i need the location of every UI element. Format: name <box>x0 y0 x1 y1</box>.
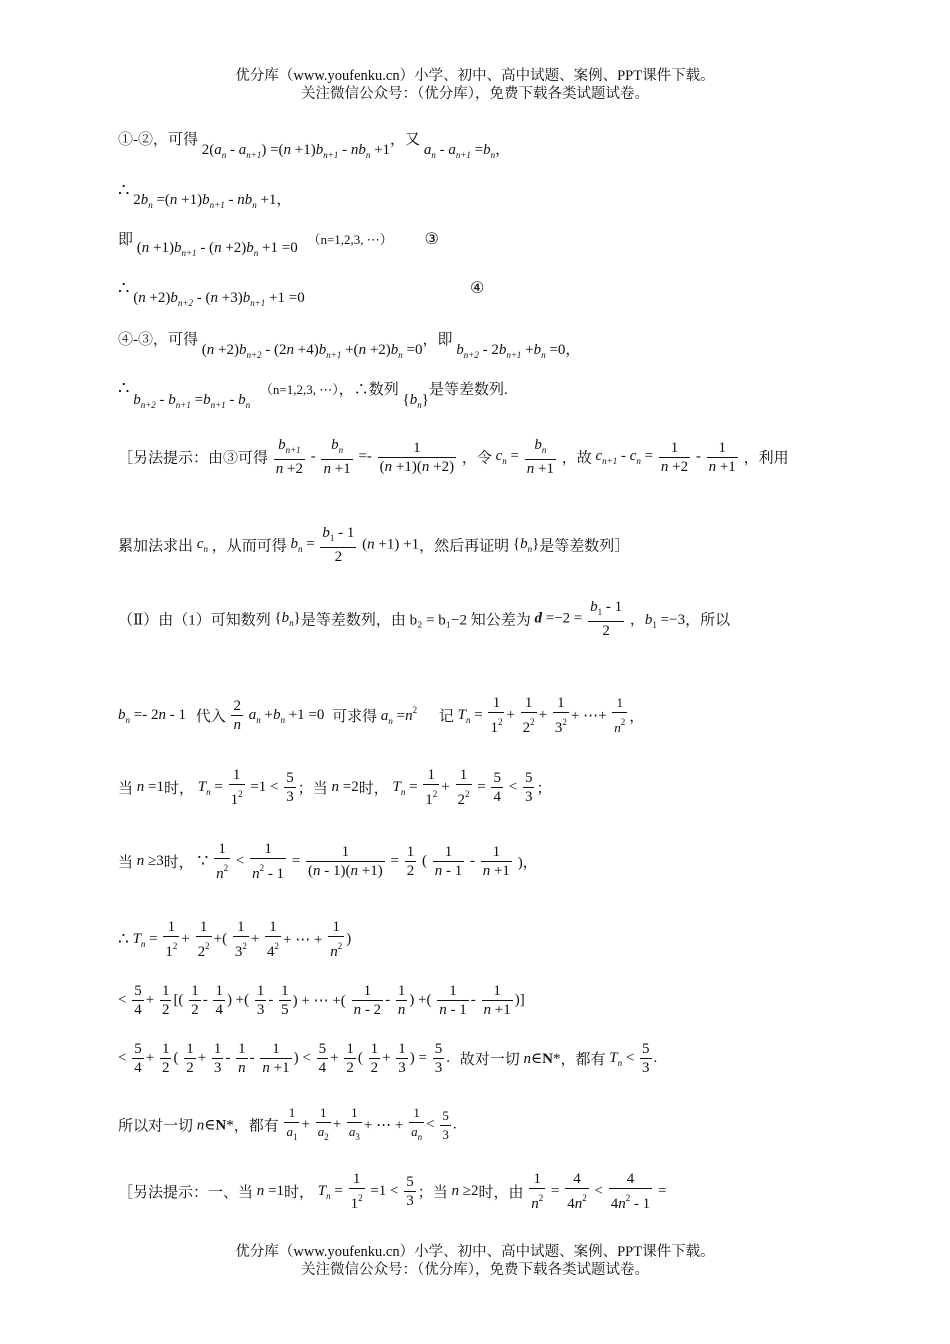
derivation-line-5: ④-③，可得 $(n +2)b_{n+2} - (2n +4)b_{n+1} +(n +2)b_n =0$，即 $b_{n+2} - 2b_{n+1} +b_n =0$， <box>118 332 581 360</box>
sum-line-2: < $\frac{5}{4}$ + $\frac{1}{2}$ [( $\frac{1}{2}$ - $\frac{1}{4}$ ) +( $\frac{1}{3}$ - $\frac{1}{5}$ ) + ⋯ +( $\frac{1}{n - 2}$ - $\frac{1}{n}$ ) +( $\frac{1}{n - 1}$ - $\frac{1}{n +1}$ )] <box>118 983 525 1018</box>
equation-4-line: ∴ $(n +2)b_{n+2} - (n +3)b_{n+1} +1 =0$ ④ <box>118 278 485 308</box>
case-n3-line: 当 n ≥3时， ∵ $\frac{1}{n^2}$ < $\frac{1}{n^2 - 1}$ = $\frac{1}{(n - 1)(n +1)}$ = $\frac{1}{2}$ ( $\frac{1}{n - 1}$ - $\frac{1}{n +1}$ )， <box>118 841 538 882</box>
derivation-line-2: ∴ $2b_n =(n +1)b_{n+1} - nb_n +1$， <box>118 180 292 210</box>
case-n1-n2-line: 当 n =1时， $T_n$ = $\frac{1}{1^2}$ =1 < $\frac{5}{3}$ ；当 n =2时， $T_n$ = $\frac{1}{1^2}$ + $\frac{1}{2^2}$ = $\frac{5}{4}$ < $\frac{5}{3}$ ； <box>118 767 552 808</box>
part-two-line-2: $b_n =- 2n - 1$ 代入 $\frac{2}{n}$ $a_n +b_n +1 =0$ 可求得 $a_n =n^2$ 记 $T_n$ = $\frac{1}{1^2}$ + $\frac{1}{2^2}$ + $\frac{1}{3^2}$ + ⋯+ $\frac{1}{n^2}$ ， <box>118 695 645 736</box>
conclusion-line: 所以对一切 n∈N*，都有 $\frac{1}{a_1}$ + $\frac{1}{a_2}$ + $\frac{1}{a_3}$ + ⋯ + $\frac{1}{a_n}$ < $\frac{5}{3}$ . <box>118 1105 457 1142</box>
derivation-line-1: ①-②，可得 $2(a_n - a_{n+1}) =(n +1)b_{n+1} - nb_n +1$，又 $a_n - a_{n+1} =b_n$， <box>118 132 511 160</box>
header-line-2: 关注微信公众号：（优分库），免费下载各类试题试卷。 <box>301 86 649 102</box>
alt-hint-line-1: ［另法提示：由③可得 $\frac{b_{n+1}}{n +2}$ - $\frac{b_n}{n +1}$ =- $\frac{1}{(n +1)(n +2)}$ ，令 $c_n$ = $\frac{b_n}{n +1}$ ，故 $c_{n+1} - c_n$ = $\frac{1}{n +2}$ - $\frac{1}{n +1}$ ，利用 <box>118 437 789 477</box>
derivation-line-6: ∴ $b_{n+2} - b_{n+1} =b_{n+1} - b_n$ （n=1,2,3, ⋯），∴数列 $\{b_n\}$是等差数列. <box>118 378 508 410</box>
equation-3-line: 即 $(n +1)b_{n+1} - (n +2)b_n +1 =0$ （n=1,2,3, ⋯） ③ <box>118 231 439 258</box>
alt-hint-line-3: ［另法提示：一、当 n =1时， $T_n$ = $\frac{1}{1^2}$ =1 < $\frac{5}{3}$ ；当 n ≥2时，由 $\frac{1}{n^2}$ = $\frac{4}{4n^2}$ < $\frac{4}{4n^2 - 1}$ = <box>118 1171 667 1212</box>
header-line-1: 优分库（www.youfenku.cn）小学、初中、高中试题、案例、PPT课件下载。 <box>235 68 715 84</box>
sum-line-3: < $\frac{5}{4}$ + $\frac{1}{2}$ ( $\frac{1}{2}$ + $\frac{1}{3}$ - $\frac{1}{n}$ - $\frac{1}{n +1}$ ) < $\frac{5}{4}$ + $\frac{1}{2}$ ( $\frac{1}{2}$ + $\frac{1}{3}$ ) = $\frac{5}{3}$ . 故对一切 n∈N*，都有 $T_n$ < $\frac{5}{3}$ . <box>118 1041 658 1076</box>
footer-line-1: 优分库（www.youfenku.cn）小学、初中、高中试题、案例、PPT课件下载。 <box>235 1244 715 1260</box>
alt-hint-line-2: 累加法求出 $c_n$ ，从而可得 $b_n$ = $\frac{b_1 - 1}{2}$ (n +1) +1，然后再证明 $\{b_n\}$是等差数列］ <box>118 525 630 565</box>
part-two-line-1: （Ⅱ）由（1）可知数列 $\{b_n\}$是等差数列，由 b₂ = b₁−2 知公差为 d =−2 = $\frac{b_1 - 1}{2}$ ，$b_1 =-3$，所以 <box>118 599 731 639</box>
footer-line-2: 关注微信公众号：（优分库），免费下载各类试题试卷。 <box>301 1262 649 1278</box>
sum-line-1: ∴ $T_n$ = $\frac{1}{1^2}$ + $\frac{1}{2^2}$ +( $\frac{1}{3^2}$ + $\frac{1}{4^2}$ + ⋯ + $\frac{1}{n^2}$ ) <box>118 919 352 960</box>
